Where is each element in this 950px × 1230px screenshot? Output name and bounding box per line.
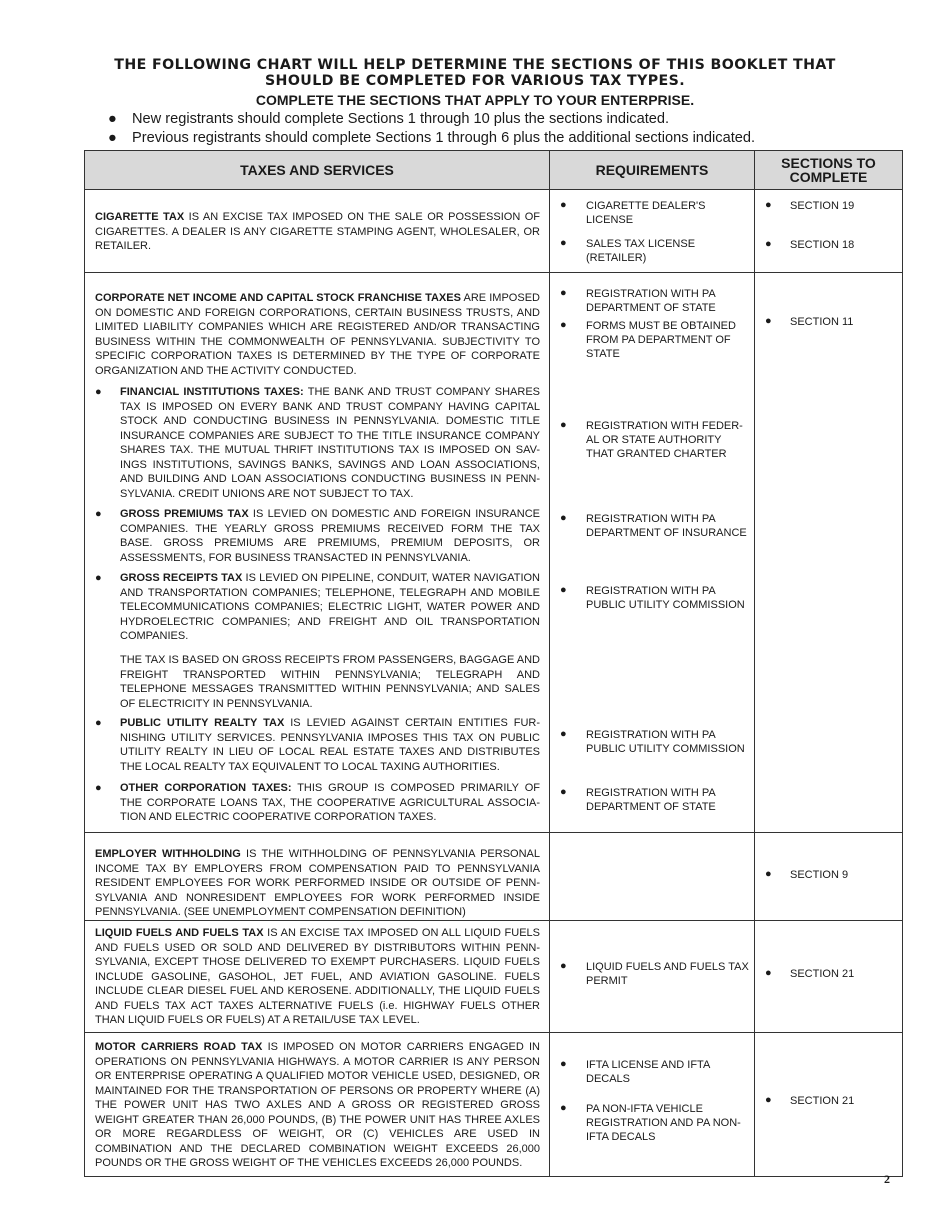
intro-text: Previous registrants should complete Sections 1 through 6 plus the additional sections indicated.	[132, 130, 756, 146]
page-heading	[0, 57, 950, 109]
cigarette-description: CIGARETTE TAX IS AN EXCISE TAX IMPOSED ON THE SALE OR POSSESSION OF CIGARETTES. A DEALER IS ANY CIGARETTE STAMPING AGENT, WHOLESALER, OR RETAILER.	[95, 211, 541, 252]
heading-line-3: COMPLETE THE SECTIONS THAT APPLY TO YOUR ENTERPRISE.	[255, 92, 695, 108]
table-header	[85, 151, 902, 190]
requirement-item: ● REGISTRATION WITH PA DEPARTMENT OF STATE	[560, 287, 716, 314]
section-item: ● SECTION 21	[765, 967, 855, 980]
tax-chart-table	[84, 150, 903, 1177]
intro-text: New registrants should complete Sections 1 through 10 plus the sections indicated.	[132, 111, 670, 127]
gross-premiums: ● GROSS PREMIUMS TAX IS LEVIED ON DOMESTIC AND FOREIGN INSURANCE COMPANIES. THE YEARLY GROSS PREMIUMS RECEIVED FORM THE TAX BASE. GROSS PREMIUMS ARE PREMIUMS, PREMIUM DEPOSITS, OR ASSESSMENTS, FOR BUSINESS TRANSACTED IN PENNSYLVANIA.	[95, 508, 540, 564]
section-item: ● SECTION 21	[765, 1094, 855, 1107]
corporate-description: CORPORATE NET INCOME AND CAPITAL STOCK FRANCHISE TAXES ARE IMPOSED ON DOMESTIC AND FOREIGN CORPORATIONS, CERTAIN BUSINESS TRUSTS, AND LIMITED LIABILITY COMPANIES WHICH ARE REGISTERED AND/OR TRANSACTING BUSINESS WITHIN THE COMMONWEALTH OF PENNSYLVANIA. SUBJECTIVITY TO SPECIFIC CORPORATION TAXES IS DETERMINED BY THE TYPE OF CORPORATE ORGANIZATION AND THE ACTIVITY CONDUCTED.	[95, 292, 540, 377]
header-taxes: TAXES AND SERVICES	[85, 151, 550, 189]
requirement-item: ● LIQUID FUELS AND FUELS TAX PERMIT	[560, 960, 749, 987]
table-row-cigarette	[85, 190, 902, 273]
requirement-item: ● CIGARETTE DEALER'S LICENSE	[560, 199, 706, 226]
intro-item	[108, 110, 755, 129]
requirement-item: ● PA NON-IFTA VEHICLE REGISTRATION AND PA NON-IFTA DECALS	[560, 1102, 741, 1143]
requirement-item: ● REGISTRATION WITH PA DEPARTMENT OF INSURANCE	[560, 512, 747, 539]
table-row-liquid-fuels	[85, 921, 902, 1033]
requirement-item: ● SALES TAX LICENSE (RETAILER)	[560, 237, 696, 264]
table-row-employer-withholding	[85, 833, 902, 921]
bullet-icon: ●	[108, 111, 117, 127]
intro-item	[108, 129, 755, 148]
table-row-corporate	[85, 273, 902, 833]
public-utility-realty: ● PUBLIC UTILITY REALTY TAX IS LEVIED AGAINST CERTAIN ENTITIES FUR-NISHING UTILITY SERVICES. PENNSYLVANIA IMPOSES THIS TAX ON PUBLIC UTILITY REALTY IN LIEU OF LOCAL REAL ESTATE TAXES AND DISTRIBUTES THE LOCAL REALTY TAX EQUIVALENT TO LOCAL TAXING AUTHORITIES.	[95, 717, 540, 773]
employer-withholding-description: EMPLOYER WITHHOLDING IS THE WITHHOLDING OF PENNSYLVANIA PERSONAL INCOME TAX BY EMPLOYERS FROM COMPENSATION PAID TO PENNSYLVANIA RESIDENT EMPLOYEES FOR WORK PERFORMED INSIDE OR OUTSIDE OF PENN-SYLVANIA AND NONRESIDENT EMPLOYEES FOR WORK PERFORMED INSIDE PENNSYLVANIA. (SEE UNEMPLOYMENT COMPENSATION DEFINITION)	[95, 848, 540, 918]
header-sections: SECTIONS TO COMPLETE	[781, 155, 876, 185]
section-item: ● SECTION 18	[765, 238, 855, 251]
header-requirements: REQUIREMENTS	[550, 151, 755, 189]
bullet-icon: ●	[108, 130, 117, 146]
intro-list	[108, 110, 755, 148]
motor-carriers-description: MOTOR CARRIERS ROAD TAX IS IMPOSED ON MOTOR CARRIERS ENGAGED IN OPERATIONS ON PENNSYLVANIA HIGHWAYS. A MOTOR CARRIER IS ANY PERSON OR ENTERPRISE OPERATING A QUALIFIED MOTOR VEHICLE USED, DESIGNED, OR MAINTAINED FOR THE TRANSPORTATION OF PERSONS OR PROPERTY WHERE (A) THE POWER UNIT HAS TWO AXLES AND A GROSS OR REGISTERED GROSS WEIGHT GREATER THAN 26,000 POUNDS, (B) THE POWER UNIT HAS THREE AXLES OR MORE REGARDLESS OF WEIGHT, OR (C) VEHICLES ARE USED IN COMBINATION AND THE DECLARED COMBINATION WEIGHT EXCEEDS 26,000 POUNDS OR THE GROSS WEIGHT OF THE VEHICLES EXCEEDS 26,000 POUNDS.	[95, 1041, 541, 1169]
requirement-item: ● REGISTRATION WITH PA PUBLIC UTILITY COMMISSION	[560, 728, 745, 755]
heading-line-2: SHOULD BE COMPLETED FOR VARIOUS TAX TYPES.	[264, 73, 686, 89]
requirement-item: ● IFTA LICENSE AND IFTA DECALS	[560, 1058, 710, 1085]
other-corporation-taxes: ● OTHER CORPORATION TAXES: THIS GROUP IS COMPOSED PRIMARILY OF THE CORPORATE LOANS TAX, THE COOPERATIVE AGRICULTURAL ASSOCIA-TION AND ELECTRIC COOPERATIVE CORPORATION TAXES.	[95, 782, 540, 823]
heading-line-1: THE FOLLOWING CHART WILL HELP DETERMINE THE SECTIONS OF THIS BOOKLET THAT	[114, 57, 836, 73]
section-item: ● SECTION 11	[765, 315, 854, 328]
page-number: 2	[884, 1172, 890, 1186]
requirement-item: ● FORMS MUST BE OBTAINED FROM PA DEPARTMENT OF STATE	[560, 319, 736, 360]
section-item: ● SECTION 9	[765, 868, 849, 881]
financial-institutions: ● FINANCIAL INSTITUTIONS TAXES: THE BANK AND TRUST COMPANY SHARES TAX IS IMPOSED ON EVERY BANK AND TRUST COMPANY HAVING CAPITAL STOCK AND CONDUCTING BUSINESS IN PENNSYLVANIA. DOMESTIC TITLE INSURANCE COMPANIES ARE SUBJECT TO THE TITLE INSURANCE COMPANY SHARES TAX. THE MUTUAL THRIFT INSTITUTIONS TAX IS IMPOSED ON SAV-INGS INSTITUTIONS, SAVINGS BANKS, SAVINGS AND LOAN ASSOCIATIONS, AND BUILDING AND LOAN ASSOCIATIONS CONDUCTING BUSINESS IN PENN-SYLVANIA. CREDIT UNIONS ARE NOT SUBJECT TO TAX.	[95, 386, 540, 500]
gross-receipts-basis: THE TAX IS BASED ON GROSS RECEIPTS FROM PASSENGERS, BAGGAGE AND FREIGHT TRANSPORTED WITHIN PENNSYLVANIA; TELEGRAPH AND TELEPHONE MESSAGES TRANSMITTED WITHIN PENNSYLVANIA; AND SALES OF ELECTRICITY IN PENNSYLVANIA.	[120, 654, 540, 710]
gross-receipts: ● GROSS RECEIPTS TAX IS LEVIED ON PIPELINE, CONDUIT, WATER NAVIGATION AND TRANSPORTATION COMPANIES; TELEPHONE, TELEGRAPH AND MOBILE TELECOMMUNICATIONS COMPANIES; ELECTRIC LIGHT, WATER POWER AND HYDROELECTRIC COMPANIES; AND FREIGHT AND OIL TRANSPORTATION COMPANIES.	[95, 572, 541, 642]
section-item: ● SECTION 19	[765, 199, 855, 212]
requirement-item: ● REGISTRATION WITH PA DEPARTMENT OF STATE	[560, 786, 716, 813]
table-row-motor-carriers	[85, 1033, 902, 1176]
requirement-item: ● REGISTRATION WITH PA PUBLIC UTILITY COMMISSION	[560, 584, 745, 611]
requirement-item: ● REGISTRATION WITH FEDER-AL OR STATE AUTHORITY THAT GRANTED CHARTER	[560, 419, 743, 460]
liquid-fuels-description: LIQUID FUELS AND FUELS TAX IS AN EXCISE TAX IMPOSED ON ALL LIQUID FUELS AND FUELS USED OR SOLD AND DELIVERED BY DISTRIBUTORS WITHIN PENN-SYLVANIA, EXCEPT THOSE DELIVERED TO EXEMPT PURCHASERS. LIQUID FUELS INCLUDE GASOLINE, GASOHOL, JET FUEL, AND AVIATION GASOLINE. FUELS INCLUDE CLEAR DIESEL FUEL AND KEROSENE. ADDITIONALLY, THE LIQUID FUELS AND FUELS TAX ACT TAXES ALTERNATIVE FUELS (i.e. HIGHWAY FUELS OTHER THAN LIQUID FUELS OR FUELS) AT A RETAIL/USE TAX LEVEL.	[95, 927, 540, 1026]
